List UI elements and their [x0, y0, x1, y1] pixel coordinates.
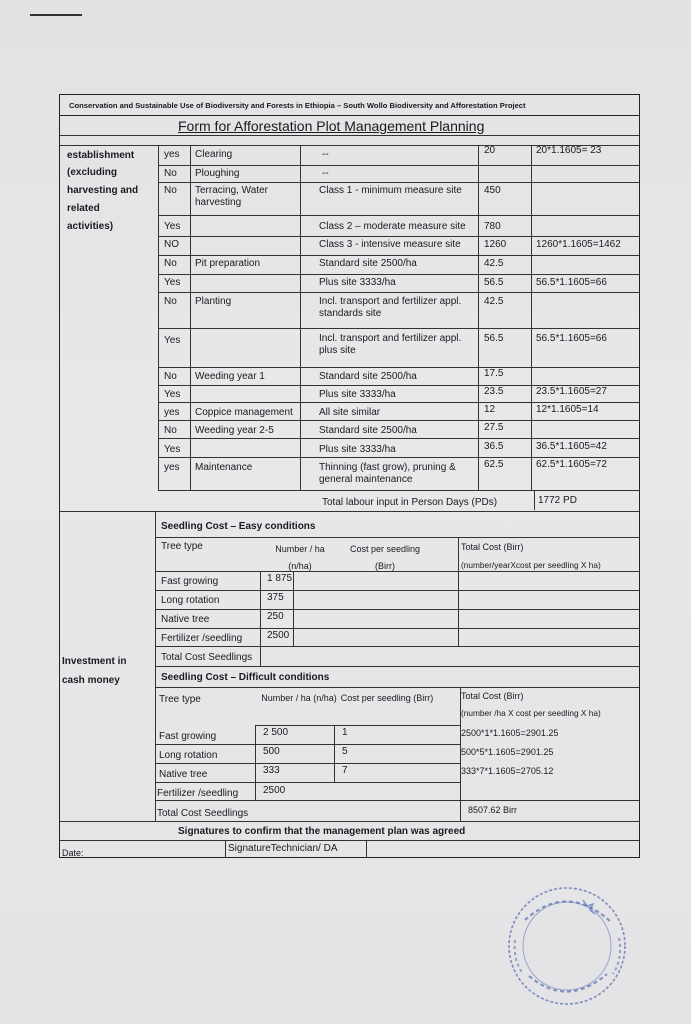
row-line [158, 328, 639, 329]
act-1: Ploughing [195, 168, 240, 179]
grid-v [534, 490, 535, 510]
yn-11: yes [164, 407, 180, 418]
grid-v [225, 840, 226, 858]
difficult-num-3: 2500 [263, 785, 286, 796]
easy-num-0: 1 875 [267, 573, 293, 584]
difficult-num-1: 500 [263, 746, 280, 757]
row-line [158, 182, 639, 183]
act-14: Maintenance [195, 462, 253, 473]
signature-label: SignatureTechnician/ DA [228, 843, 338, 854]
row-line [255, 725, 460, 726]
val-2: 450 [484, 185, 501, 196]
val-7: 42.5 [484, 296, 504, 307]
easy-h-number: Number / ha (n/ha) [275, 544, 325, 571]
yn-2: No [164, 185, 177, 196]
act-12: Weeding year 2-5 [195, 425, 274, 436]
val-11: 12 [484, 404, 496, 415]
label-harvesting: harvesting and [67, 185, 139, 196]
row-line [158, 274, 639, 275]
easy-num-1: 375 [267, 592, 284, 603]
row-line [155, 744, 460, 745]
row-line [158, 420, 639, 421]
desc-9: Standard site 2500/ha [319, 371, 417, 382]
calc-8: 56.5*1.1605=66 [536, 333, 607, 344]
yn-8: Yes [164, 335, 181, 346]
desc-6: Plus site 3333/ha [319, 277, 396, 288]
yn-13: Yes [164, 444, 181, 455]
desc-13: Plus site 3333/ha [319, 444, 396, 455]
difficult-cost-2: 7 [342, 765, 348, 776]
calc-14: 62.5*1.1605=72 [536, 459, 607, 470]
yn-6: Yes [164, 277, 181, 288]
row-line [155, 537, 639, 538]
val-13: 36.5 [484, 441, 504, 452]
desc-7: Incl. transport and fertilizer appl. standards site [319, 296, 462, 319]
total-labour-value: 1772 PD [538, 495, 577, 506]
difficult-total-label: Total Cost Seedlings [157, 808, 249, 819]
total-labour-label: Total labour input in Person Days (PDs) [322, 497, 498, 508]
desc-12: Standard site 2500/ha [319, 425, 417, 436]
val-10: 23.5 [484, 386, 504, 397]
row-line [60, 821, 639, 822]
act-0: Clearing [195, 149, 233, 160]
difficult-type-3: Fertilizer /seedling [157, 788, 239, 799]
difficult-type-0: Fast growing [159, 731, 217, 742]
row-line [155, 628, 639, 629]
yn-7: No [164, 296, 177, 307]
title-divider [60, 135, 639, 136]
easy-type-3: Fertilizer /seedling [161, 633, 243, 644]
row-line [158, 215, 639, 216]
row-line [155, 590, 639, 591]
row-line [60, 511, 639, 512]
desc-8: Incl. transport and fertilizer appl. plus site [319, 333, 462, 356]
form-title: Form for Afforestation Plot Management Planning [178, 118, 485, 134]
label-related: related [67, 203, 100, 214]
difficult-h-total-sub: (number /ha X cost per seedling X ha) [461, 708, 601, 718]
label-cash-money: cash money [62, 675, 120, 686]
easy-h-cost: Cost per seedling (Birr) [349, 544, 421, 571]
val-14: 62.5 [484, 459, 504, 470]
calc-13: 36.5*1.1605=42 [536, 441, 607, 452]
grid-v [260, 571, 261, 666]
desc-1: -- [322, 168, 329, 179]
easy-h-total: Total Cost (Birr) [461, 542, 524, 552]
difficult-num-2: 333 [263, 765, 280, 776]
val-0: 20 [484, 145, 496, 156]
grid-v [334, 725, 335, 783]
difficult-title: Seedling Cost – Difficult conditions [161, 672, 330, 683]
difficult-num-0: 2 500 [263, 727, 289, 738]
row-line [155, 609, 639, 610]
label-activities: activities) [67, 221, 114, 232]
easy-type-1: Long rotation [161, 595, 220, 606]
row-line [155, 666, 639, 667]
project-header: Conservation and Sustainable Use of Biodiversity and Forests in Ethiopia – South Wollo Biodiversity and Afforestation Project [60, 95, 639, 116]
yn-1: No [164, 168, 177, 179]
row-line [155, 782, 460, 783]
easy-num-2: 250 [267, 611, 284, 622]
easy-title: Seedling Cost – Easy conditions [161, 521, 316, 532]
row-line [158, 402, 639, 403]
yn-10: Yes [164, 389, 181, 400]
calc-11: 12*1.1605=14 [536, 404, 599, 415]
easy-h-total-sub: (number/yearXcost per seedling X ha) [461, 560, 601, 570]
label-establishment: establishment [67, 150, 135, 161]
row-line [155, 800, 639, 801]
easy-num-3: 2500 [267, 630, 290, 641]
difficult-total-1: 500*5*1.1605=2901.25 [461, 747, 554, 757]
desc-11: All site similar [319, 407, 381, 418]
difficult-h-number: Number / ha (n/ha) [261, 693, 337, 703]
val-4: 1260 [484, 239, 507, 250]
yn-14: yes [164, 462, 180, 473]
yn-5: No [164, 258, 177, 269]
easy-h-type: Tree type [161, 541, 203, 552]
date-label: Date: [62, 848, 84, 858]
row-line [155, 646, 639, 647]
yn-3: Yes [164, 221, 181, 232]
calc-10: 23.5*1.1605=27 [536, 386, 607, 397]
row-line [158, 438, 639, 439]
signatures-title: Signatures to confirm that the management plan was agreed [178, 826, 466, 837]
desc-5: Standard site 2500/ha [319, 258, 417, 269]
row-line [158, 292, 639, 293]
row-line [158, 367, 639, 368]
row-line [158, 255, 639, 256]
yn-9: No [164, 371, 177, 382]
desc-3: Class 2 – moderate measure site [319, 221, 466, 232]
yn-4: NO [164, 239, 179, 250]
official-stamp [495, 880, 635, 1010]
desc-10: Plus site 3333/ha [319, 389, 396, 400]
val-8: 56.5 [484, 333, 504, 344]
val-12: 27.5 [484, 422, 504, 433]
afforestation-form [59, 94, 640, 858]
difficult-type-2: Native tree [159, 769, 208, 780]
pen-mark [30, 14, 82, 16]
val-5: 42.5 [484, 258, 504, 269]
act-5: Pit preparation [195, 258, 261, 269]
desc-2: Class 1 - minimum measure site [319, 185, 462, 196]
difficult-h-type: Tree type [159, 694, 201, 705]
val-9: 17.5 [484, 368, 504, 379]
easy-type-2: Native tree [161, 614, 210, 625]
difficult-h-total: Total Cost (Birr) [461, 691, 524, 701]
row-line [158, 236, 639, 237]
act-7: Planting [195, 296, 232, 307]
desc-0: -- [322, 149, 329, 160]
grid-v [458, 537, 459, 647]
row-line [60, 840, 639, 841]
val-3: 780 [484, 221, 501, 232]
difficult-total-value: 8507.62 Birr [468, 805, 518, 815]
difficult-h-cost: Cost per seedling (Birr) [340, 693, 434, 703]
difficult-type-1: Long rotation [159, 750, 218, 761]
difficult-cost-0: 1 [342, 727, 348, 738]
row-line [158, 165, 639, 166]
difficult-total-2: 333*7*1.1605=2705.12 [461, 766, 554, 776]
calc-4: 1260*1.1605=1462 [536, 239, 621, 250]
label-investment: Investment in [62, 656, 127, 667]
calc-0: 20*1.1605= 23 [536, 145, 602, 156]
yn-12: No [164, 425, 177, 436]
act-2: Terracing, Water harvesting [195, 185, 268, 208]
grid-v [460, 687, 461, 821]
grid-v [366, 840, 367, 858]
val-6: 56.5 [484, 277, 504, 288]
calc-6: 56.5*1.1605=66 [536, 277, 607, 288]
label-excluding: (excluding [67, 167, 118, 178]
yn-0: yes [164, 149, 180, 160]
row-line [158, 490, 639, 491]
grid-v [255, 725, 256, 801]
easy-total-label: Total Cost Seedlings [161, 652, 253, 663]
row-line [155, 763, 460, 764]
act-11: Coppice management [195, 407, 293, 418]
difficult-cost-1: 5 [342, 746, 348, 757]
grid-v [293, 571, 294, 646]
row-line [158, 457, 639, 458]
desc-14: Thinning (fast grow), pruning & general maintenance [319, 462, 456, 485]
desc-4: Class 3 - intensive measure site [319, 239, 461, 250]
difficult-total-0: 2500*1*1.1605=2901.25 [461, 728, 559, 738]
row-line [155, 571, 639, 572]
row-line [155, 687, 639, 688]
easy-type-0: Fast growing [161, 576, 219, 587]
act-9: Weeding year 1 [195, 371, 265, 382]
